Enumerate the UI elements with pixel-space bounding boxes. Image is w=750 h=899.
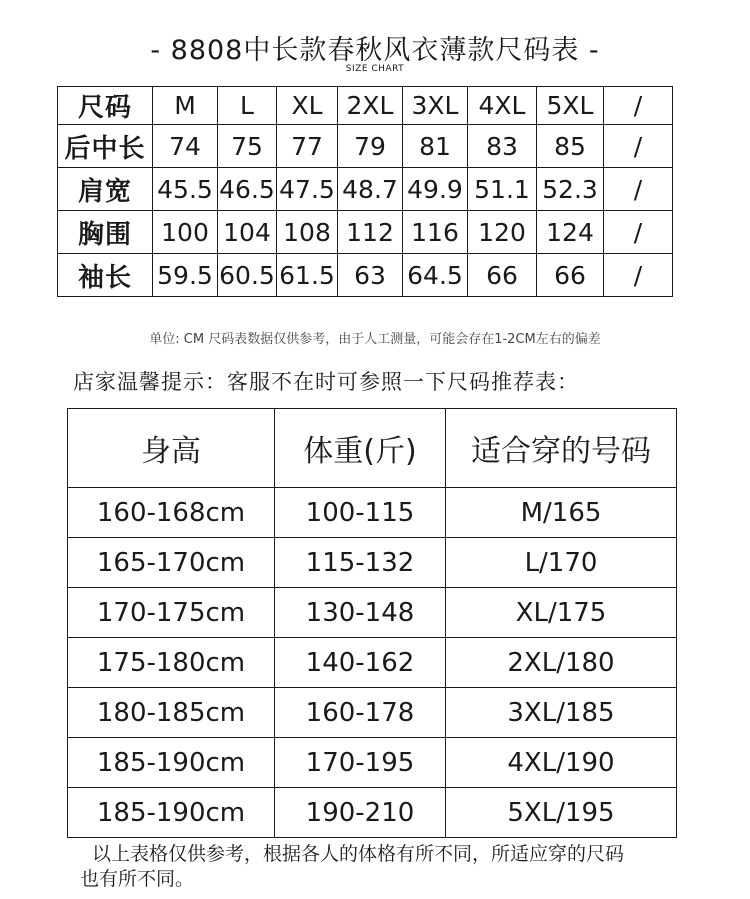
size-recommendation-table — [67, 408, 677, 838]
measurement-note: 单位: CM 尺码表数据仅供参考，由于人工测量，可能会存在1-2CM左右的偏差 — [149, 332, 601, 347]
header-cell: 4XL — [468, 87, 537, 125]
header-cell: 2XL — [338, 87, 403, 125]
table-cell: 60.5 — [218, 254, 277, 297]
table-cell: 74 — [153, 125, 218, 168]
header-cell: 尺码 — [58, 87, 153, 125]
table-header-row — [68, 409, 677, 488]
disclaimer-line-2: 也有所不同。 — [80, 868, 195, 890]
page-title: - 8808中长款春秋风衣薄款尺码表 - — [150, 35, 600, 66]
table-cell: 112 — [338, 211, 403, 254]
table-cell: 61.5 — [277, 254, 338, 297]
table-cell: 160-168cm — [68, 488, 275, 538]
table-cell: 2XL/180 — [446, 638, 677, 688]
row-label: 后中长 — [58, 125, 153, 168]
table-cell: 47.5 — [277, 168, 338, 211]
table-cell: 66 — [537, 254, 604, 297]
table-cell: 180-185cm — [68, 688, 275, 738]
table-row — [68, 488, 677, 538]
table-cell: 130-148 — [275, 588, 446, 638]
row-label: 袖长 — [58, 254, 153, 297]
header-cell: L — [218, 87, 277, 125]
table-cell: / — [604, 211, 673, 254]
table-cell: / — [604, 125, 673, 168]
table-cell: 79 — [338, 125, 403, 168]
table-cell: 170-175cm — [68, 588, 275, 638]
tips-heading: 店家温馨提示：客服不在时可参照一下尺码推荐表： — [73, 370, 579, 394]
table-cell: M/165 — [446, 488, 677, 538]
table-cell: 185-190cm — [68, 788, 275, 838]
row-label: 肩宽 — [58, 168, 153, 211]
table-cell: 48.7 — [338, 168, 403, 211]
table-cell: 45.5 — [153, 168, 218, 211]
table-cell: 190-210 — [275, 788, 446, 838]
header-cell: 5XL — [537, 87, 604, 125]
table-cell: 100 — [153, 211, 218, 254]
table-cell: 165-170cm — [68, 538, 275, 588]
table-cell: 52.3 — [537, 168, 604, 211]
table-cell: XL/175 — [446, 588, 677, 638]
table-cell: 64.5 — [403, 254, 468, 297]
table-cell: 100-115 — [275, 488, 446, 538]
table-cell: 124 — [537, 211, 604, 254]
table-cell: 170-195 — [275, 738, 446, 788]
table-cell: 49.9 — [403, 168, 468, 211]
table-cell: 175-180cm — [68, 638, 275, 688]
disclaimer — [80, 842, 700, 892]
size-chart-table — [57, 86, 673, 297]
table-cell: 51.1 — [468, 168, 537, 211]
table-cell: 140-162 — [275, 638, 446, 688]
table-row — [68, 588, 677, 638]
table-cell: 63 — [338, 254, 403, 297]
table-row — [68, 738, 677, 788]
table-cell: 185-190cm — [68, 738, 275, 788]
table-cell: 108 — [277, 211, 338, 254]
table-row — [58, 168, 673, 211]
header-cell: 3XL — [403, 87, 468, 125]
table-cell: 59.5 — [153, 254, 218, 297]
table-cell: 4XL/190 — [446, 738, 677, 788]
table-cell: L/170 — [446, 538, 677, 588]
table-cell: 160-178 — [275, 688, 446, 738]
table-cell: / — [604, 168, 673, 211]
table-cell: 81 — [403, 125, 468, 168]
table-row — [68, 788, 677, 838]
table-row — [68, 538, 677, 588]
table-cell: 85 — [537, 125, 604, 168]
header-cell: 适合穿的号码 — [446, 409, 677, 488]
table-row — [68, 688, 677, 738]
table-cell: 3XL/185 — [446, 688, 677, 738]
table-row — [58, 125, 673, 168]
table-cell: 77 — [277, 125, 338, 168]
row-label: 胸围 — [58, 211, 153, 254]
table-cell: 83 — [468, 125, 537, 168]
table-row — [68, 638, 677, 688]
header-cell: 体重(斤) — [275, 409, 446, 488]
table-row — [58, 211, 673, 254]
table-cell: 75 — [218, 125, 277, 168]
disclaimer-line-1: 以上表格仅供参考，根据各人的体格有所不同，所适应穿的尺码 — [92, 843, 625, 865]
table-cell: 120 — [468, 211, 537, 254]
table-cell: 66 — [468, 254, 537, 297]
table-cell: 46.5 — [218, 168, 277, 211]
table-cell: / — [604, 254, 673, 297]
table-cell: 104 — [218, 211, 277, 254]
header-cell: M — [153, 87, 218, 125]
table-cell: 5XL/195 — [446, 788, 677, 838]
header-cell: / — [604, 87, 673, 125]
table-header-row — [58, 87, 673, 125]
page-subtitle: SIZE CHART — [345, 64, 405, 74]
table-cell: 115-132 — [275, 538, 446, 588]
table-cell: 116 — [403, 211, 468, 254]
header-cell: 身高 — [68, 409, 275, 488]
header-cell: XL — [277, 87, 338, 125]
table-row — [58, 254, 673, 297]
